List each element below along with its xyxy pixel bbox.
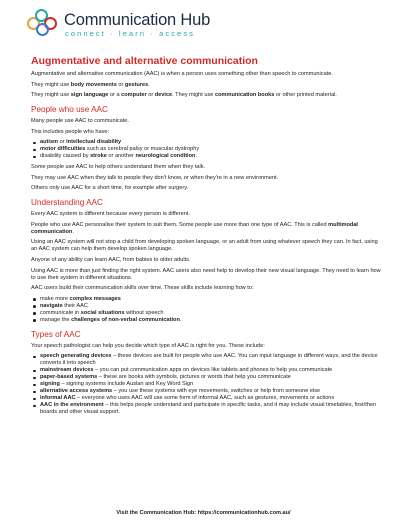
people-circles-icon xyxy=(26,8,60,38)
body-paragraph: Some people use AAC to help others understand them when they talk. xyxy=(31,163,206,170)
bold-text: paper-based systems xyxy=(40,374,98,381)
body-paragraph: Your speech pathologist can help you decide which type of AAC is right for you. These include: xyxy=(31,342,265,349)
text-run: disability caused by xyxy=(40,153,91,160)
bold-text: complex messages xyxy=(69,295,121,302)
bold-text: navigate xyxy=(40,302,63,309)
text-run: or xyxy=(58,139,67,146)
footer-link[interactable]: Visit the Communication Hub: https://communicationhub.com.au/ xyxy=(116,510,291,516)
list-item xyxy=(31,317,383,324)
list-item xyxy=(31,139,383,146)
logo-title: Communication Hub xyxy=(64,11,211,29)
list-item xyxy=(31,395,383,402)
body-paragraph: Others only use AAC for a short time, for example after surgery. xyxy=(31,185,189,192)
body-paragraph: Anyone of any ability can learn AAC, from babies to older adults. xyxy=(31,256,191,263)
body-paragraph xyxy=(31,222,383,236)
list-item xyxy=(31,388,383,395)
text-run: communicate in xyxy=(40,309,81,316)
body-paragraph: This includes people who have: xyxy=(31,128,110,135)
text-run: People who use AAC personalise their system to suit them. Some people use more than one type of AAC. This is called xyxy=(31,221,329,228)
bullet-list xyxy=(31,353,383,416)
text-run: – this helps people understand and participate in specific tasks, and it may include visual timetables, first/then boards and other visual support. xyxy=(40,402,377,416)
list-item xyxy=(31,146,383,153)
bold-text: communication books xyxy=(214,92,275,99)
list-item xyxy=(31,153,383,160)
body-paragraph: Using AAC is more than just finding the right system. AAC users also need help to develop their new visual language. They need to learn how to use their system in different situations. xyxy=(31,267,381,281)
bold-text: intellectual disability xyxy=(66,139,122,146)
body-paragraph: Many people use AAC to communicate. xyxy=(31,118,129,125)
body-paragraph: Every AAC system is different because every person is different. xyxy=(31,211,190,218)
list-item xyxy=(31,353,383,367)
text-run: or another xyxy=(106,153,136,160)
bold-text: multimodal communication xyxy=(31,221,358,235)
bold-text: sign language xyxy=(70,92,109,99)
text-run: such as cerebral palsy or muscular dystrophy xyxy=(85,146,200,153)
section-heading: People who use AAC xyxy=(31,105,108,115)
bold-text: social situations xyxy=(80,309,125,316)
text-run: or xyxy=(116,81,125,88)
bold-text: autism xyxy=(40,139,59,146)
bold-text: motor difficulties xyxy=(40,146,86,153)
bold-text: gestures xyxy=(124,81,149,88)
bold-text: speech generating devices xyxy=(40,353,112,360)
bullet-list xyxy=(31,296,383,324)
text-run: They might use xyxy=(31,92,71,99)
bold-text: mainstream devices xyxy=(40,367,94,374)
list-item xyxy=(31,381,383,388)
list-item xyxy=(31,374,383,381)
text-run: . xyxy=(72,228,74,235)
section-heading: Types of AAC xyxy=(31,329,81,339)
bold-text: informal AAC xyxy=(40,395,76,402)
text-run: – these devices are built for people who use AAC. You can input language in different ways, and the device converts it into speech xyxy=(40,353,378,367)
text-run: without speech xyxy=(124,309,164,316)
text-run: – you use these systems with eye movements, switches or help from someone else xyxy=(112,388,321,395)
logo-tagline: connect · learn · access xyxy=(65,29,196,38)
text-run: their AAC xyxy=(62,302,88,309)
text-run: . They might use xyxy=(172,92,215,99)
intro-paragraph xyxy=(31,82,383,89)
list-item xyxy=(31,303,383,310)
body-paragraph: Using an AAC system will not stop a child from developing spoken language, or an adult from using whatever speech they can. In fact, using an AAC system can help them develop spoken language. xyxy=(31,239,378,253)
bold-text: device xyxy=(154,92,173,99)
text-run: They might use xyxy=(31,81,71,88)
intro-paragraph: Augmentative and alternative communication (AAC) is when a person uses something other than speech to communicate. xyxy=(31,71,333,77)
text-run: . xyxy=(179,316,182,323)
bold-text: neurological condition xyxy=(135,153,196,160)
text-run: – signing systems include Auslan and Key Word Sign xyxy=(59,381,194,388)
bold-text: AAC in the environment xyxy=(40,402,104,409)
bold-text: body movements xyxy=(70,81,117,88)
text-run: – these are books with symbols, pictures or words that help you communicate xyxy=(97,374,291,381)
list-item xyxy=(31,367,383,374)
communication-hub-logo[interactable] xyxy=(26,8,210,42)
page-title: Augmentative and alternative communication xyxy=(31,55,258,67)
text-run: manage the xyxy=(40,316,72,323)
bold-text: signing xyxy=(40,381,60,388)
bullet-list xyxy=(31,139,383,160)
bold-text: stroke xyxy=(90,153,107,160)
body-paragraph: AAC users build their communication skills over time. These skills include learning how to: xyxy=(31,285,254,292)
text-run: – you can put communication apps on devices like tablets and phones to help you communicate xyxy=(93,367,333,374)
text-run: or other printed material. xyxy=(274,92,337,99)
intro-paragraph xyxy=(31,92,383,99)
document-body xyxy=(31,55,383,420)
bold-text: computer xyxy=(121,92,147,99)
text-run: . xyxy=(195,153,198,160)
text-run: make more xyxy=(40,295,70,302)
list-item xyxy=(31,310,383,317)
text-run: or a xyxy=(108,92,122,99)
bold-text: challenges of non-verbal communication xyxy=(71,316,180,323)
text-run: or xyxy=(146,92,155,99)
list-item xyxy=(31,402,383,416)
bold-text: alternative access systems xyxy=(40,388,113,395)
text-run: – everyone who uses AAC will use some form of informal AAC, such as gestures, movements or actions xyxy=(75,395,335,402)
section-heading: Understanding AAC xyxy=(31,198,103,208)
body-paragraph: They may use AAC when they talk to people they don't know, or when they're in a new environment. xyxy=(31,174,279,181)
list-item xyxy=(31,296,383,303)
text-run: . xyxy=(148,81,150,88)
